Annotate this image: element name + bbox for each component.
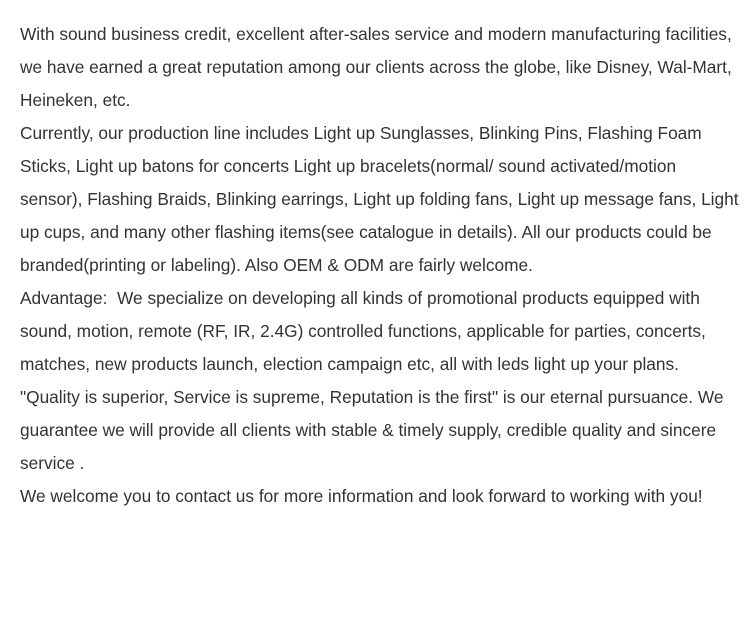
paragraph-production-line: Currently, our production line includes Light up Sunglasses, Blinking Pins, Flashing Foam Sticks, Light up batons for concerts Light up bracelets(normal/ sound activated/motion sensor), Flashing Braids, Blinking earrings, Light up folding fans, Light up message fans, Light up cups, and many other flashing items(see catalogue in details). All our products could be branded(printing or labeling). Also OEM & ODM are fairly welcome. bbox=[20, 123, 744, 275]
paragraph-welcome: We welcome you to contact us for more information and look forward to working with you! bbox=[20, 486, 703, 506]
paragraph-reputation: With sound business credit, excellent after-sales service and modern manufacturing facilities, we have earned a great reputation among our clients across the globe, like Disney, Wal-Mart, Heineken, etc. bbox=[20, 24, 737, 110]
company-description bbox=[20, 18, 744, 513]
paragraph-quality: "Quality is superior, Service is supreme, Reputation is the first" is our eternal pursuance. We guarantee we will provide all clients with stable & timely supply, credible quality and sincere service . bbox=[20, 387, 729, 473]
paragraph-advantage: Advantage: We specialize on developing all kinds of promotional products equipped with sound, motion, remote (RF, IR, 2.4G) controlled functions, applicable for parties, concerts, matches, new products launch, election campaign etc, all with leds light up your plans. bbox=[20, 288, 711, 374]
